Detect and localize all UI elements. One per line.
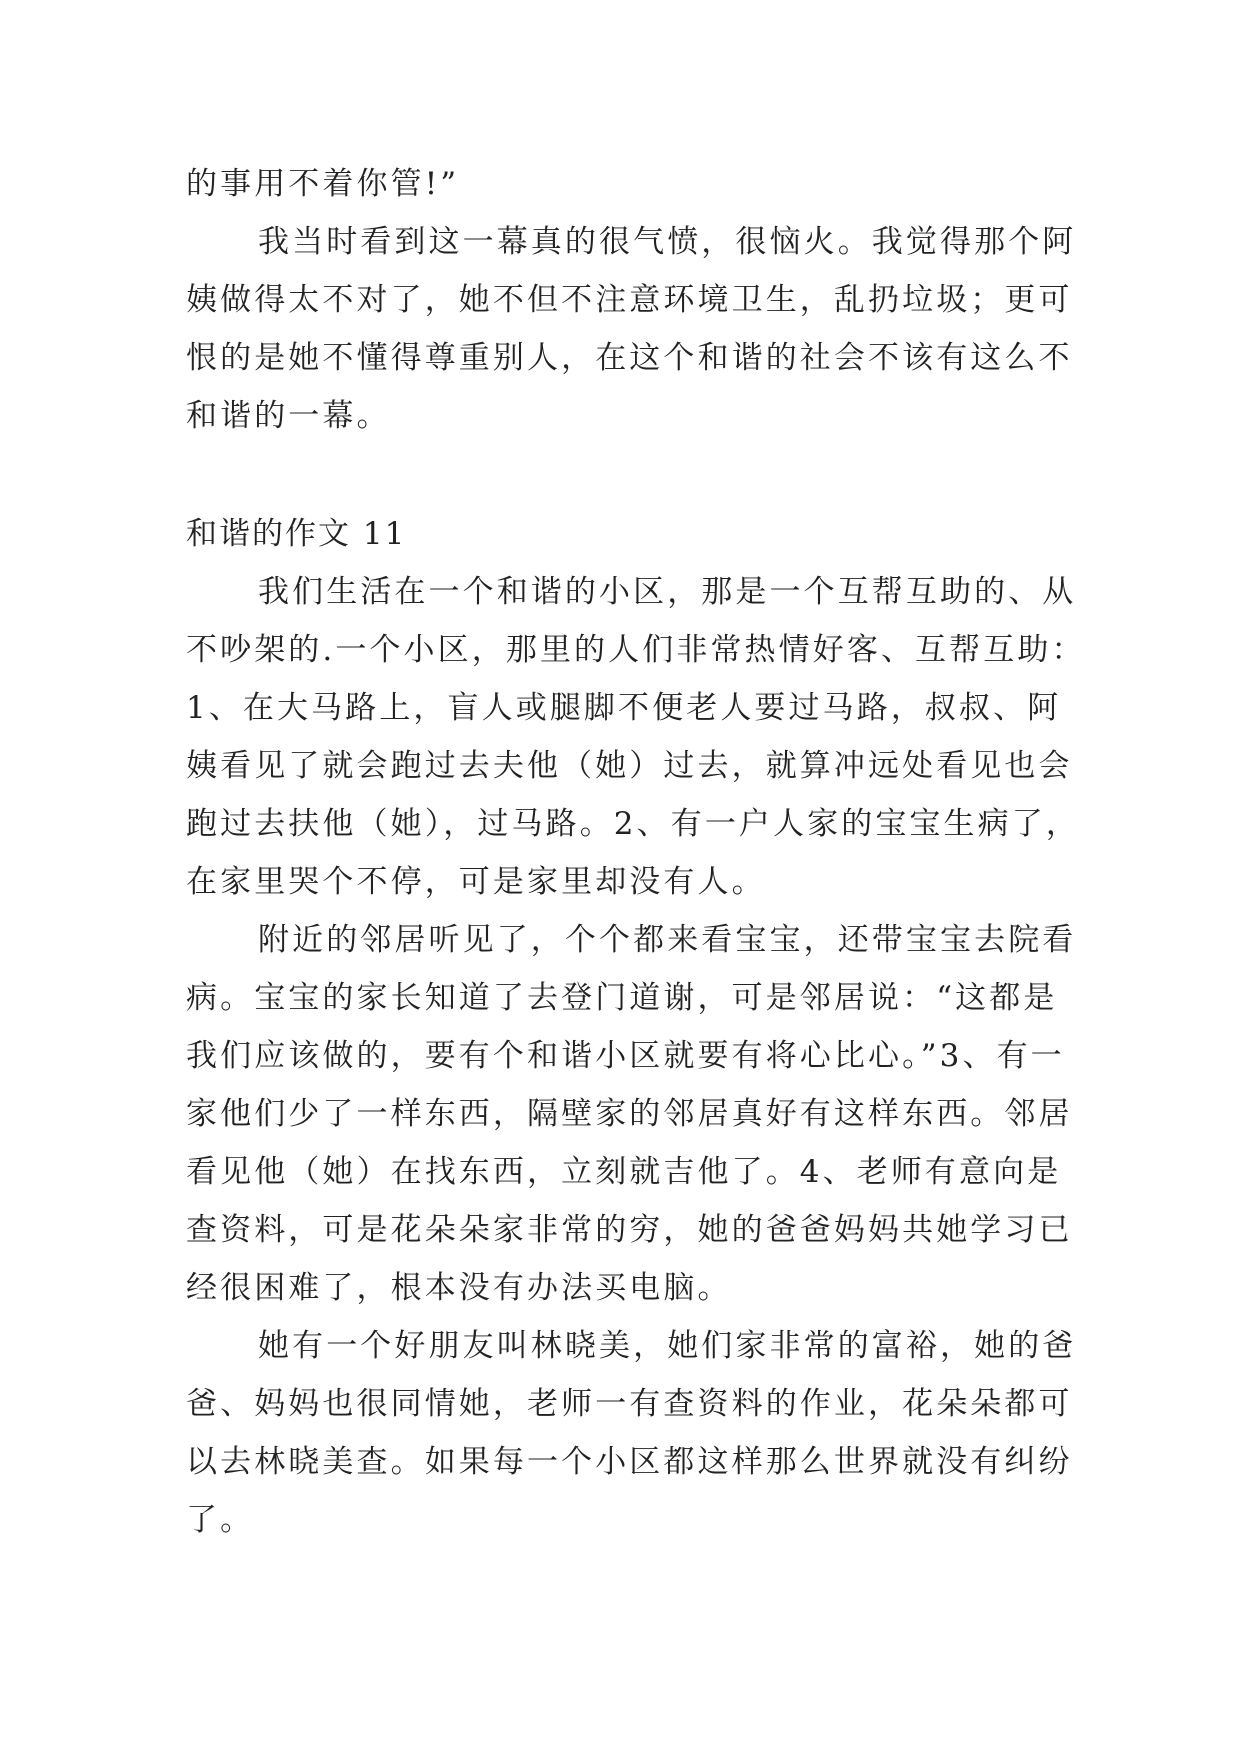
- text-line: 不吵架的.一个小区，那里的人们非常热情好客、互帮互助：: [186, 632, 1086, 668]
- text-line: 她有一个好朋友叫林晓美，她们家非常的富裕，她的爸: [258, 1328, 1077, 1364]
- text-line: 恨的是她不懂得尊重别人，在这个和谐的社会不该有这么不: [186, 340, 1073, 376]
- text-line: 查资料，可是花朵朵家非常的穷，她的爸爸妈妈共她学习已: [186, 1212, 1073, 1248]
- section-title: 和谐的作文 11: [186, 516, 407, 552]
- prev-section: [186, 155, 1077, 445]
- text-line: 附近的邻居听见了，个个都来看宝宝，还带宝宝去院看: [258, 922, 1077, 958]
- text-line: 姨做得太不对了，她不但不注意环境卫生，乱扔垃圾；更可: [186, 282, 1073, 318]
- text-line: 和谐的一幕。: [186, 398, 391, 434]
- text-line: 我当时看到这一幕真的很气愤，很恼火。我觉得那个阿: [258, 224, 1077, 260]
- text-line: 家他们少了一样东西，隔壁家的邻居真好有这样东西。邻居: [186, 1096, 1073, 1132]
- paragraph-2: [186, 911, 1077, 1317]
- text-line: 了。: [186, 1502, 255, 1538]
- section-heading-block: [186, 505, 1048, 563]
- text-line: 的事用不着你管!”: [186, 166, 460, 202]
- text-line: 爸、妈妈也很同情她，老师一有查资料的作业，花朵朵都可: [186, 1386, 1073, 1422]
- text-line: 跑过去扶他（她），过马路。2、有一户人家的宝宝生病了，: [186, 806, 1080, 842]
- text-line: 以去林晓美查。如果每一个小区都这样那么世界就没有纠纷: [186, 1444, 1073, 1480]
- text-line: 我们生活在一个和谐的小区，那是一个互帮互助的、从: [258, 574, 1077, 610]
- paragraph-3: [186, 1317, 1077, 1549]
- text-line: 姨看见了就会跑过去夫他（她）过去，就算冲远处看见也会: [186, 748, 1073, 784]
- text-line: 在家里哭个不停，可是家里却没有人。: [186, 864, 766, 900]
- text-line: 看见他（她）在找东西，立刻就吉他了。4、老师有意向是: [186, 1154, 1062, 1190]
- paragraph-1: [186, 563, 1086, 911]
- text-line: 经很困难了，根本没有办法买电脑。: [186, 1270, 732, 1306]
- text-line: 1、在大马路上，盲人或腿脚不便老人要过马路，叔叔、阿: [186, 690, 1062, 726]
- text-line: 我们应该做的，要有个和谐小区就要有将心比心。”3、有一: [186, 1038, 1065, 1074]
- text-line: 病。宝宝的家长知道了去登门道谢，可是邻居说：“这都是: [186, 980, 1058, 1016]
